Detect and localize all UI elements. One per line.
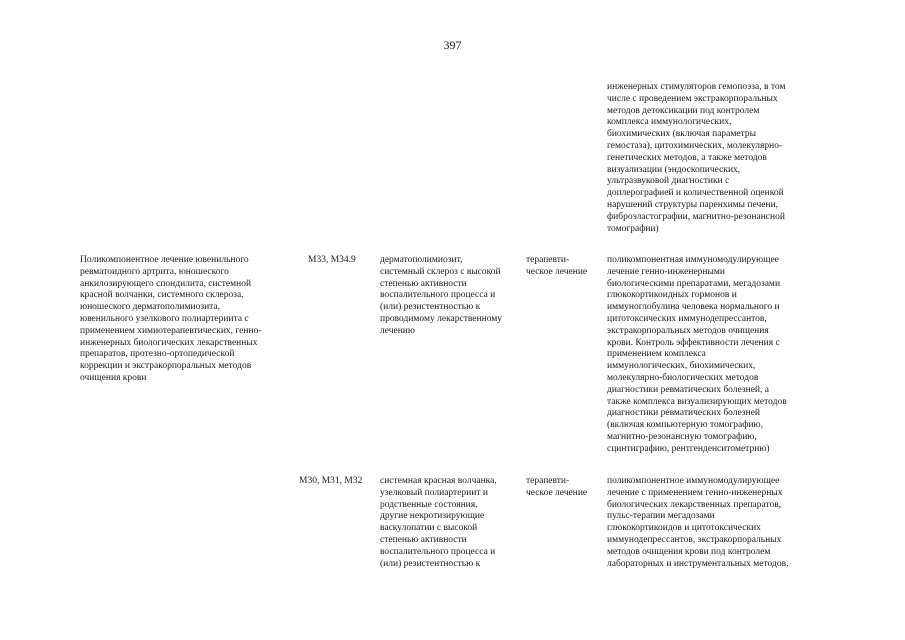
treatment-method-cell xyxy=(607,255,787,456)
method-line: генетических методов, а также методов xyxy=(607,152,767,163)
model-line: другие некротизирующие xyxy=(380,511,485,522)
treatment-name-cell xyxy=(80,255,261,385)
method-line: иммунодепрессантов, экстракорпоральных xyxy=(607,534,782,545)
treatment-method-cell xyxy=(607,476,788,570)
method-line: иммуноглобулина человека нормального и xyxy=(607,302,780,313)
method-line: иммунологических, биохимических, xyxy=(607,361,756,372)
icd-code-cell xyxy=(308,255,356,267)
method-line: фиброэластографии, магнитно-резонансной xyxy=(607,211,785,222)
method-line: биологических лекарственных препаратов, xyxy=(607,499,782,510)
name-line: красной волчанки, системного склероза, xyxy=(80,290,244,301)
method-line: сцинтиграфию, рентгенденситометрию) xyxy=(607,443,770,454)
patient-model-cell xyxy=(380,476,497,570)
method-line: молекулярно-биологических методов xyxy=(607,372,759,383)
page-number: 397 xyxy=(443,38,462,52)
model-line: проводимому лекарственному xyxy=(380,313,503,324)
icd-code-cell xyxy=(299,476,362,488)
method-line: цитотоксических иммунодепрессантов, xyxy=(607,313,767,324)
method-line: методов детоксикации под контролем xyxy=(607,105,760,116)
model-line: дерматополимиозит, xyxy=(380,255,463,265)
model-line: системная красная волчанка, xyxy=(380,476,497,486)
name-line: ювенильного узелкового полиартериита с xyxy=(80,313,249,324)
method-line: применением комплекса xyxy=(607,349,706,360)
patient-model-cell xyxy=(380,255,502,338)
model-line: васкулопатии с высокой xyxy=(380,523,478,534)
method-line: экстракорпоральных методов очищения xyxy=(607,325,769,336)
method-line: лечение с применением генно-инженерных xyxy=(607,487,783,498)
name-line: инженерных биологических лекарственных xyxy=(80,337,258,348)
model-line: воспалительного процесса и xyxy=(380,290,496,301)
icd-code: M33, M34.9 xyxy=(308,255,356,265)
name-line: юношеского дерматополимиозита, xyxy=(80,302,221,313)
continuation-method-cell xyxy=(607,82,785,235)
method-line: магнитно-резонансную томографию, xyxy=(607,431,757,442)
model-line: лечению xyxy=(380,325,415,336)
method-line: ультразвуковой диагностики с xyxy=(607,176,730,187)
model-line: системный склероз с высокой xyxy=(380,266,501,277)
name-line: коррекции и экстракорпоральных методов xyxy=(80,361,252,372)
model-line: воспалительного процесса и xyxy=(380,546,496,557)
type-line: ческое лечение xyxy=(526,266,588,277)
treatment-type-cell xyxy=(526,476,587,500)
model-line: (или) резистентностью к xyxy=(380,302,481,313)
name-line: ревматоидного артрита, юношеского xyxy=(80,266,229,277)
method-line: поликомпонентная иммуномодулирующее xyxy=(607,255,779,265)
method-line: нарушений структуры паренхимы печени, xyxy=(607,199,779,210)
type-line: ческое лечение xyxy=(526,487,588,498)
method-line: инженерных стимуляторов гемопоэза, в том xyxy=(607,82,786,92)
method-line: лечение генно-инженерными xyxy=(607,266,725,277)
model-line: (или) резистентностью к xyxy=(380,558,481,569)
model-line: узелковый полиартериит и xyxy=(380,487,488,498)
method-line: пульс-терапии мегадозами xyxy=(607,511,715,522)
method-line: лабораторных и инструментальных методов, xyxy=(607,558,789,569)
method-line: доплерографией и количественной оценкой xyxy=(607,188,784,199)
name-line: Поликомпонентное лечение ювенильного xyxy=(80,255,249,265)
method-line: биохимических (включая параметры xyxy=(607,129,757,140)
model-line: степенью активности xyxy=(380,278,467,289)
method-line: глюкокортикоидных гормонов и xyxy=(607,290,737,301)
method-line: диагностики ревматических болезней, а xyxy=(607,384,769,395)
method-line: также комплекса визуализирующих методов xyxy=(607,396,787,407)
method-line: томографии) xyxy=(607,223,659,234)
method-line: биологическими препаратами, мегадозами xyxy=(607,278,781,289)
icd-code: M30, M31, M32 xyxy=(299,476,363,486)
model-line: родственные состояния, xyxy=(380,499,478,510)
method-line: крови. Контроль эффективности лечения с xyxy=(607,337,780,348)
method-line: числе с проведением экстракорпоральных xyxy=(607,93,778,104)
method-line: методов очищения крови под контролем xyxy=(607,546,771,557)
name-line: препаратов, протезно-ортопедической xyxy=(80,349,235,360)
method-line: (включая компьютерную томографию, xyxy=(607,420,763,431)
method-line: глюкокортикоидов и цитотоксических xyxy=(607,523,761,534)
method-line: поликомпонентное иммуномодулирующее xyxy=(607,476,780,486)
name-line: очищения крови xyxy=(80,372,147,383)
method-line: визуализации (эндоскопических, xyxy=(607,164,741,175)
treatment-type-cell xyxy=(526,255,587,279)
name-line: анкилозирующего спондилита, системной xyxy=(80,278,252,289)
model-line: степенью активности xyxy=(380,534,467,545)
type-line: терапевти- xyxy=(526,255,570,265)
name-line: применением химиотерапевтических, генно- xyxy=(80,325,262,336)
method-line: гемостаза), цитохимических, молекулярно- xyxy=(607,140,783,151)
type-line: терапевти- xyxy=(526,476,570,486)
method-line: диагностики ревматических болезней xyxy=(607,408,761,419)
method-line: комплекса иммунологических, xyxy=(607,117,732,128)
